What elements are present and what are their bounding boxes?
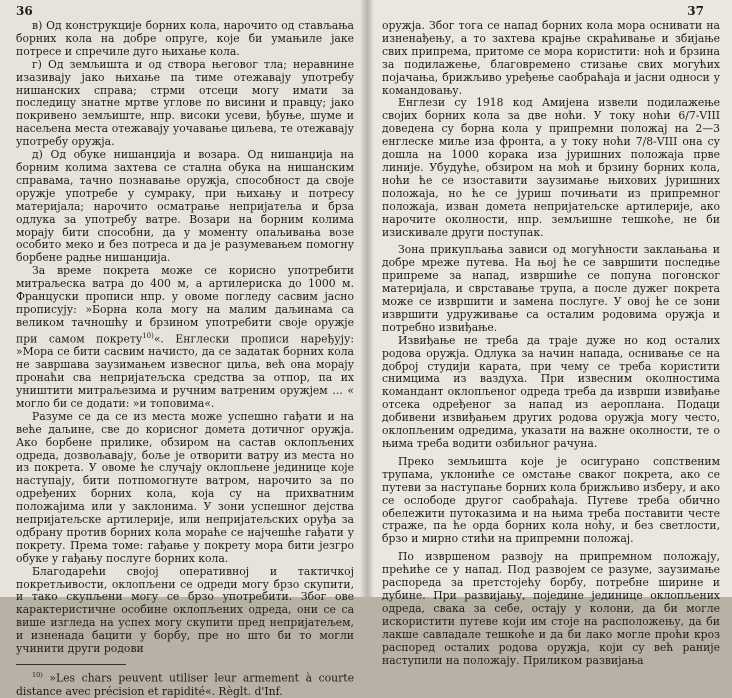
footnote-divider — [16, 664, 126, 665]
paragraph: Извиђање не треба да траје дуже но код осталих родова оружја. Одлука за начин напада, оснивање се на доброј студији карата, при чему се треба користити снимцима из ваздуха. При извесним околностима командант оклопљеног одреда треба да изврши извиђање отсека одређеног за напад из аероплана. Подаци добивени извиђањем других родова оружја могу често, оклопљеним одредима, указати на важне околности, те о њима треба водити озбиљног рачуна. — [382, 333, 720, 450]
paragraph-text: Енглески прописи наређују: »Мора се бити сасвим начисто, да се задатак борних кола не завршава заузимањем извесног циља, већ она морају пронаћи сва непријатељска средства за отпор, па их уништити митраљезима и ручним ватреним оружјем ... « могло би се додати: »и топовима«. — [16, 332, 354, 410]
right-page — [366, 0, 732, 667]
footnote-reference: 10) — [142, 331, 154, 340]
book-gutter — [360, 0, 374, 597]
paragraph-text: За време покрета може се корисно употребити митраљеска ватра до 400 м, а артилериска до 1000 м. Француски прописи нпр. у овоме погледу сасвим јасно прописују: »Борна кола могу на малим даљинама са великом тачношћу и брзином употребити своје оружје при самом покрету — [16, 264, 354, 346]
page-number-left: 36 — [16, 4, 33, 18]
footnote-mark: 10) — [32, 671, 43, 679]
footnote-text: »Les chars peuvent utiliser leur armement à courte distance avec précision et rapidité«. Règlt. d'Inf. — [16, 671, 354, 698]
paragraph: По извршеном развоју на припремном положају, прећиће се у напад. Под развојем се разуме, заузимање распореда за претстојећу борбу, потребне ширине и дубине. При развијању, поједине јединице оклопљених одреда, свака за себе, остају у колони, да би могле искористити путеве који им стоје на расположењу, да би лакше савладале тешкоће и да би лако могле проћи кроз распоред осталих родова оружја, који су већ раније наступили на положају. Приликом развијања — [382, 550, 720, 667]
footnote — [16, 669, 354, 698]
paragraph: в) Од конструкције борних кола, нарочито од стављања борних кола на добре опруге, које би умањиле јаке потресе и спречиле дуго њихање кола. — [16, 19, 354, 58]
right-page-text — [382, 20, 720, 667]
quote-close: «. — [153, 332, 164, 346]
paragraph: Енглези су 1918 код Амијена извели подилажење својих борних кола за две ноћи. У току ноћи 6/7-VIII доведена су борна кола у припремни положај на 2—3 енглеске миље иза фронта, а у току ноћи 7/8-VIII она су дошла на 1000 корака иза јуришних положаја прве линије. Убудуће, обзиром на моћ и брзину борних кола, ноћи ће се изоставити заузимање њихових јуришних положаја, но ће се јуриш почињати из припремног положаја, изван домета непријатељске артилерије, ако нарочите околности, нпр. земљишне тешкоће, не би изискивале други поступак. — [382, 96, 720, 239]
left-page-text — [16, 20, 354, 698]
paragraph: Зона прикупљања зависи од могућности заклањања и добре мреже путева. На њој ће се завршити последње припреме за напад, извршиће се попуна погонског материјала, и сврставање трупа, а после дужег покрета може се извршити и замена послуге. У овој ће се зони извршити удруживање са осталим родовима оружја и потребно извиђање. — [382, 243, 720, 334]
paragraph: Разуме се да се из места може успешно гађати и на веће даљине, све до корисног домета дотичног оружја. Ако борбене прилике, обзиром на састав оклопљених одреда, дозвољавају, боље је отворити ватру из места но из покрета. У овоме ће случају оклопљене јединице које наступају, бити потпомогнуте ватром, нарочито за по одређених борних кола, која су на прихватним положајима или у заклонима. У зони успешног дејства непријатељске артилерије, или непријатељских оруђа за одбрану против борних кола мораће се најчешће гађати у покрету. Према томе: гађање у покрету мора бити језгро обуке у гађању послуге борних кола. — [16, 409, 354, 565]
paragraph-with-footnote — [16, 265, 354, 411]
page-number-right: 37 — [687, 4, 704, 18]
paragraph: д) Од обуке нишанџија и возара. Од нишанџија на борним колима захтева се стална обука на нишанским справама, тачно познавање оружја, способност да своје оружје употребе у сумраку, при њихању и потресу материјала; нарочито осматрање непријатеља и брза одлука за употребу ватре. Возари на борним колима морају бити способни, да у моменту опаљивања возе особито меко и без потреса и да је разумевањем помогну борбене радње нишанџија. — [16, 148, 354, 265]
paragraph: оружја. Због тога се напад борних кола мора оснивати на изненађењу, а то захтева крајње скраћивање и збијање свих припрема, притоме се мора користити: ноћ и брзина за подилажење, благовремено стизање свих могућих појачања, брижљиво уређење саобраћаја и јасни односи у командовању. — [382, 19, 720, 97]
paragraph: Благодарећи својој оперативној и тактичкој покретљивости, оклопљени се одреди могу брзо скупити, и тако скупљени могу се брзо употребити. Због ове карактеристичне особине оклопљених одреда, они се са више изгледа на успех могу скупити пред непријатељем, и изненада бацити у борбу, пре но што би то могли учинити други родови — [16, 564, 354, 656]
paragraph: Преко земљишта које је осигурано сопственим трупама, уклониће се омстање сваког покрета, ако се путеви за наступање борних кола брижљиво изберу, и ако се ослободе другог саобраћаја. Путеве треба обично обележити путоказима и на њима треба поставити честе страже, па ће орда борних кола ноћу, и без светлости, брзо и мирно стићи на припремни положај. — [382, 454, 720, 546]
paragraph: г) Од земљишта и од створа његовог тла; неравнине изазивају јако њихање па тиме отежавају употребу нишанских справа; стрми отсеци могу имати за последицу знатне мртве углове по висини и правцу; јако покривено земљиште, нпр. високи усеви, ђбуње, шуме и насељена места отежавају уочавање циљева, те отежавају употребу оружја. — [16, 57, 354, 149]
